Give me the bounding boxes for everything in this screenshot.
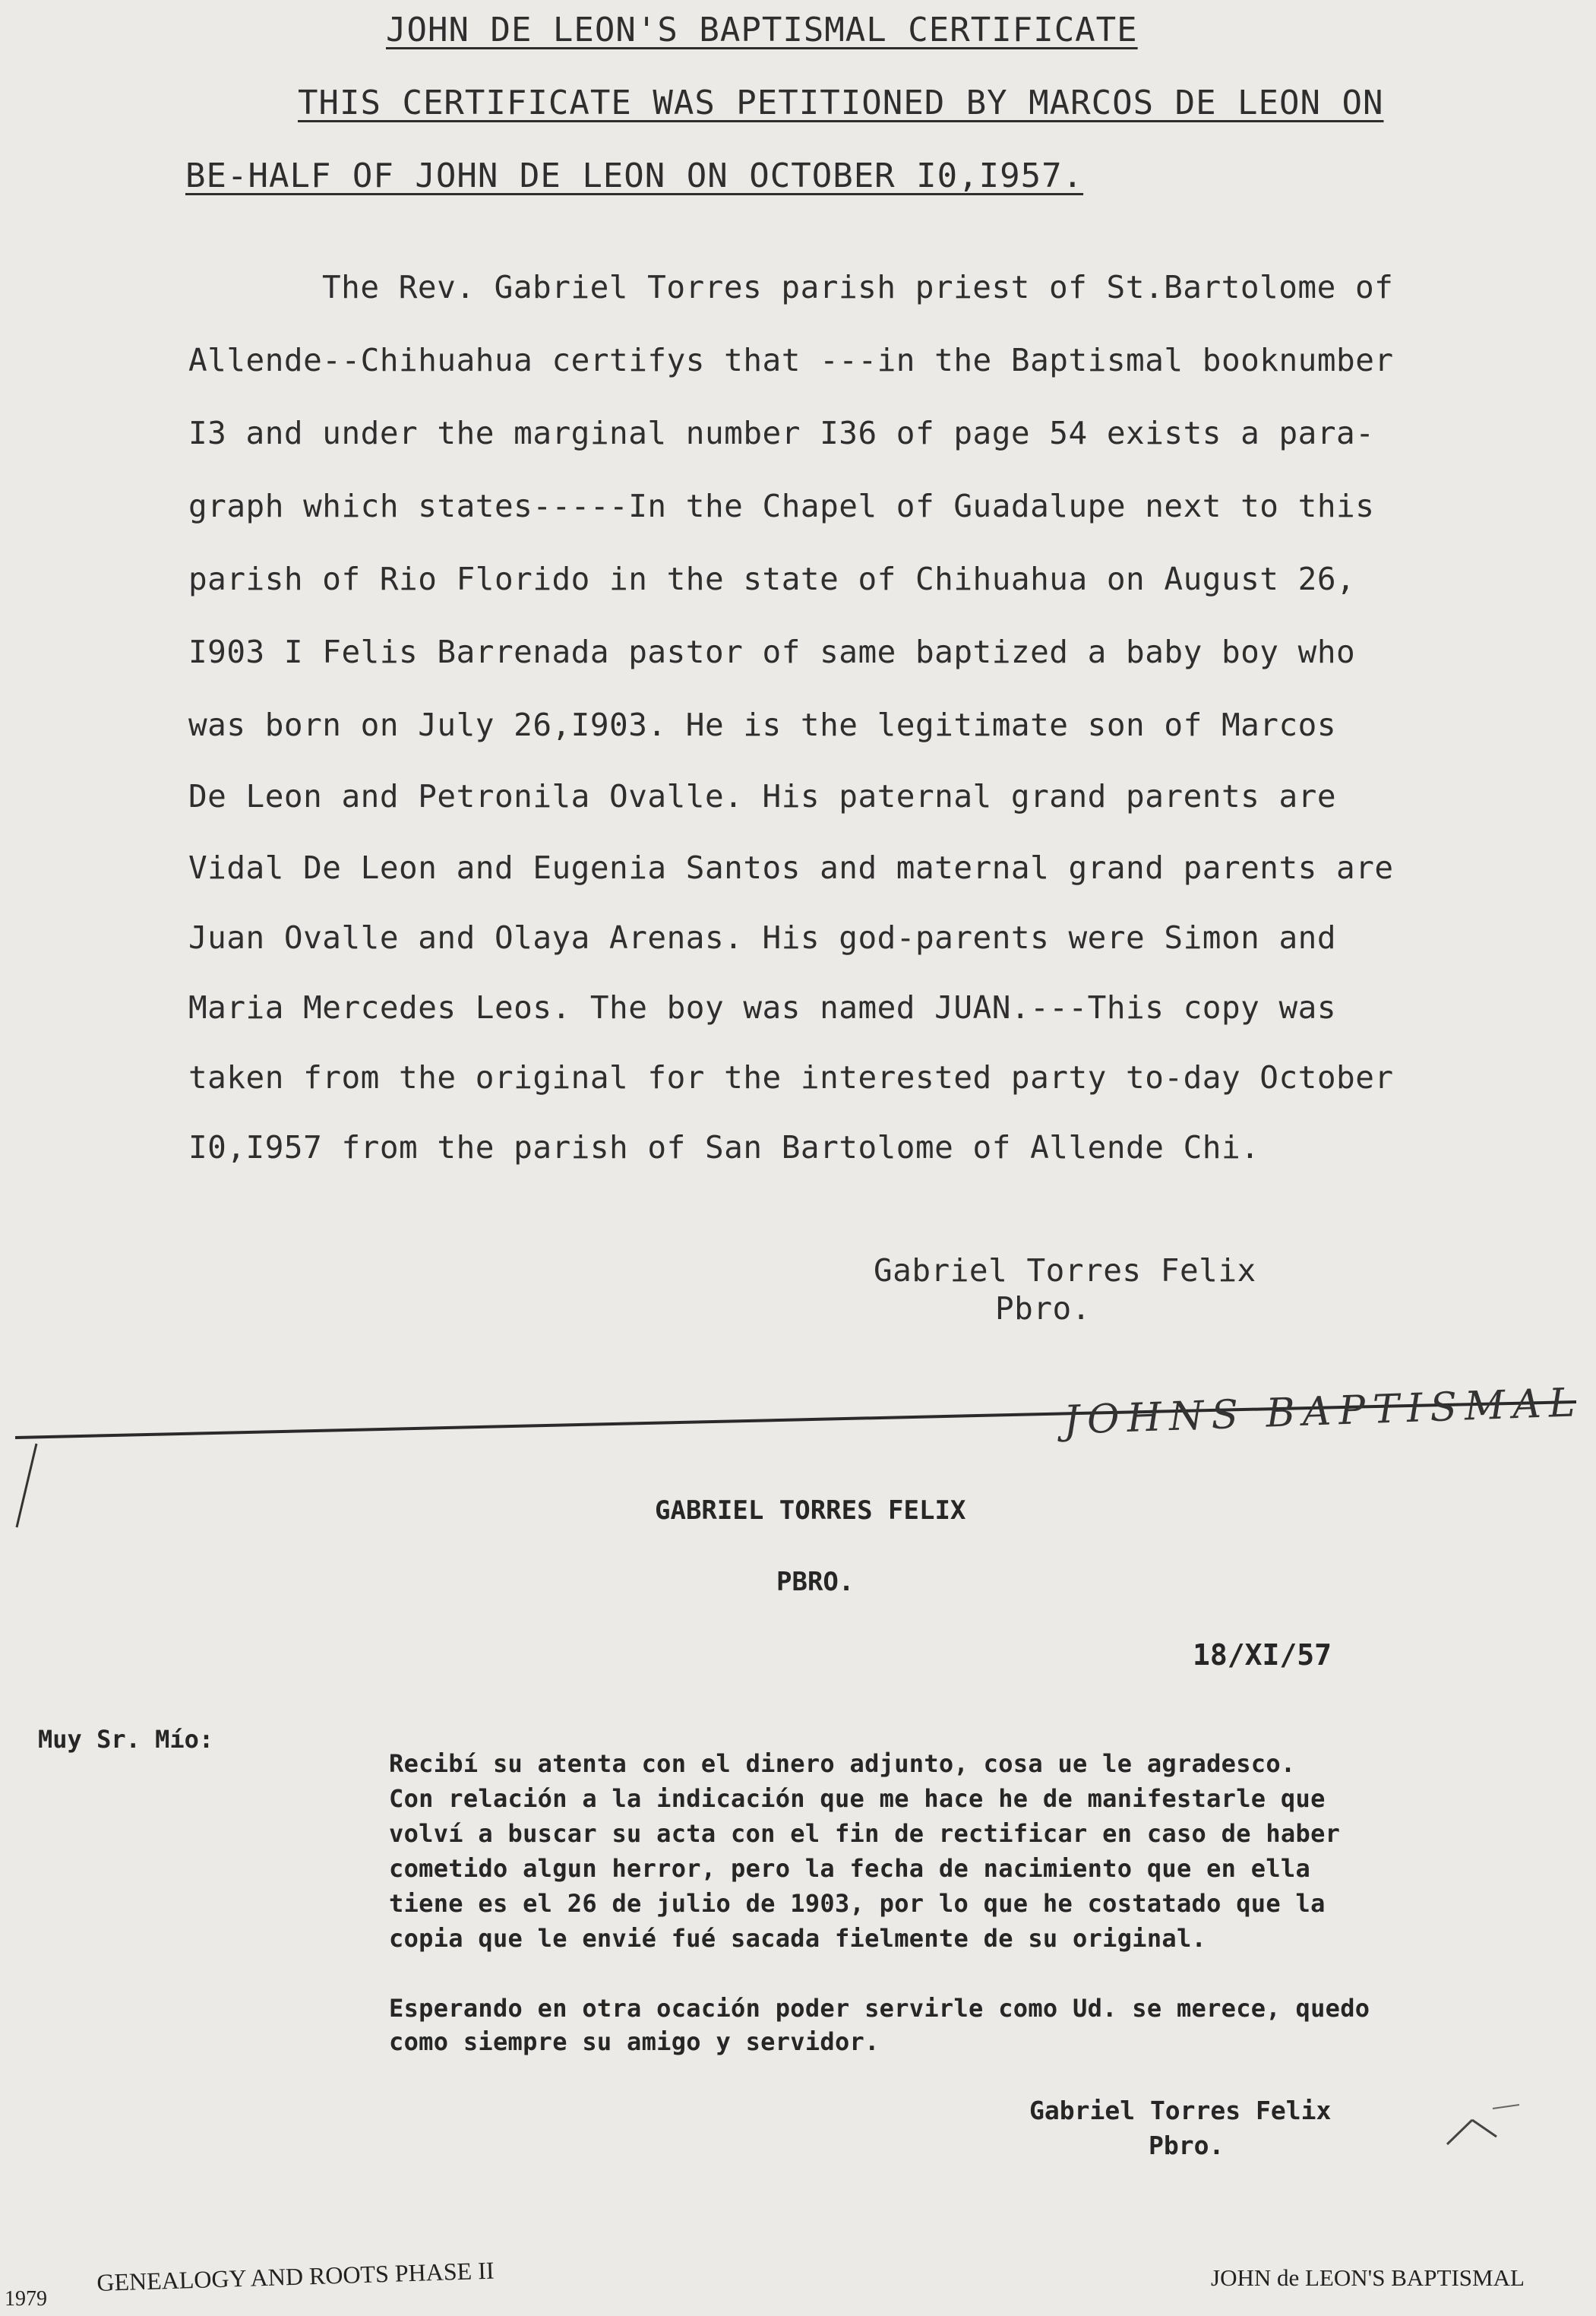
certificate-body-line: De Leon and Petronila Ovalle. His paternal grand parents are [188,778,1337,815]
certificate-body-line: graph which states-----In the Chapel of Guadalupe next to this [188,488,1375,524]
certificate-body-line: parish of Rio Florido in the state of Chihuahua on August 26, [188,561,1356,597]
handwritten-note: JOHNS BAPTISMAL [1063,1380,1584,1444]
letter-line: Esperando en otra ocación poder servirle como Ud. se merece, quedo [389,1994,1370,2023]
certificate-body-line: Maria Mercedes Leos. The boy was named JUAN.---This copy was [188,989,1337,1026]
certificate-petition-line-1: THIS CERTIFICATE WAS PETITIONED BY MARCOS DE LEON ON [298,84,1384,122]
certificate-body-line: The Rev. Gabriel Torres parish priest of St.Bartolome of [322,269,1394,305]
certificate-petition-line-2: BE-HALF OF JOHN DE LEON ON OCTOBER I0,I957. [185,157,1084,195]
letter-signature-name: Gabriel Torres Felix [1029,2096,1332,2125]
certificate-body-line: Allende--Chihuahua certifys that ---in the Baptismal booknumber [188,342,1394,378]
certificate-body-line: I903 I Felis Barrenada pastor of same baptized a baby boy who [188,634,1356,670]
letter-line: cometido algun herror, pero la fecha de nacimiento que en ella [389,1854,1311,1883]
letter-signature-title: Pbro. [1149,2131,1225,2160]
certificate-signature-name: Gabriel Torres Felix [874,1252,1256,1289]
letterhead-name: GABRIEL TORRES FELIX [655,1495,966,1526]
certificate-body-line: I3 and under the marginal number I36 of page 54 exists a para- [188,415,1375,451]
footer-section-title: JOHN de LEON'S BAPTISMAL [1211,2264,1525,2291]
certificate-body-line: I0,I957 from the parish of San Bartolome of Allende Chi. [188,1129,1260,1166]
certificate-body-line: Vidal De Leon and Eugenia Santos and maternal grand parents are [188,850,1394,886]
certificate-title: JOHN DE LEON'S BAPTISMAL CERTIFICATE [386,11,1138,49]
letter-line: volví a buscar su acta con el fin de rectificar en caso de haber [389,1819,1341,1848]
letter-date: 18/XI/57 [1193,1638,1332,1672]
letter-salutation: Muy Sr. Mío: [38,1725,214,1754]
letter-line: Recibí su atenta con el dinero adjunto, cosa ue le agradesco. [389,1749,1296,1778]
certificate-body-line: was born on July 26,I903. He is the legitimate son of Marcos [188,707,1337,743]
certificate-signature-title: Pbro. [995,1290,1091,1327]
footer-book-title: GENEALOGY AND ROOTS PHASE II [96,2256,495,2297]
letterhead-title: PBRO. [776,1567,855,1597]
certificate-body-line: Juan Ovalle and Olaya Arenas. His god-parents were Simon and [188,919,1337,956]
certificate-body-line: taken from the original for the interested party to-day October [188,1059,1394,1096]
letter-line: Con relación a la indicación que me hace he de manifestarle que [389,1784,1326,1813]
footer-page-number: 1979 [5,2287,47,2311]
letter-line: copia que le envié fué sacada fielmente de su original. [389,1924,1207,1953]
letter-line: como siempre su amigo y servidor. [389,2027,880,2056]
letter-line: tiene es el 26 de julio de 1903, por lo que he costatado que la [389,1889,1326,1918]
